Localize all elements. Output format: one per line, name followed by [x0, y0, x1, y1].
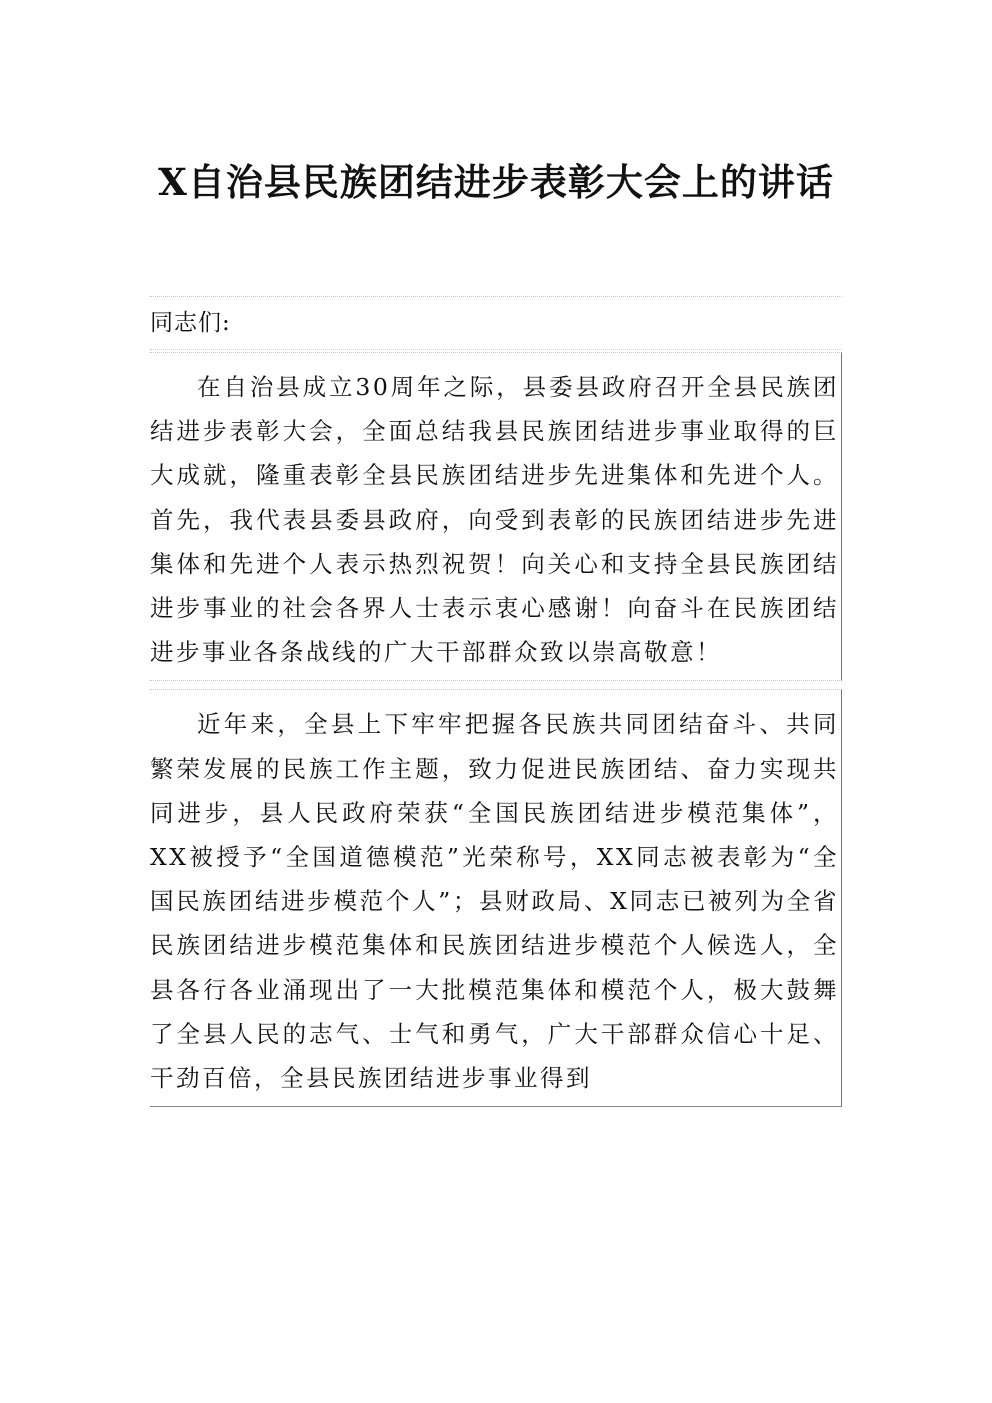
salutation: 同志们: [150, 296, 842, 350]
paragraph-1: 在自治县成立30周年之际，县委县政府召开全县民族团结进步表彰大会，全面总结我县民族团结进步事业取得的巨大成就，隆重表彰全县民族团结进步先进集体和先进个人。首先，我代表县委县政府，向受到表彰的民族团结进步先进集体和先进个人表示热烈祝贺！向关心和支持全县民族团结进步事业的社会各界人士表示衷心感谢！向奋斗在民族团结进步事业各条战线的广大干部群众致以崇高敬意！ [150, 352, 842, 681]
paragraph-2: 近年来，全县上下牢牢把握各民族共同团结奋斗、共同繁荣发展的民族工作主题，致力促进民族团结、奋力实现共同进步，县人民政府荣获“全国民族团结进步模范集体”，XX被授予“全国道德模范”光荣称号，XX同志被表彰为“全国民族团结进步模范个人”；县财政局、X同志已被列为全省民族团结进步模范集体和民族团结进步模范个人候选人，全县各行各业涌现出了一大批模范集体和模范个人，极大鼓舞了全县人民的志气、士气和勇气，广大干部群众信心十足、干劲百倍，全县民族团结进步事业得到 [150, 689, 842, 1107]
page-title: X自治县民族团结进步表彰大会上的讲话 [158, 160, 834, 204]
document-body [150, 296, 842, 1107]
